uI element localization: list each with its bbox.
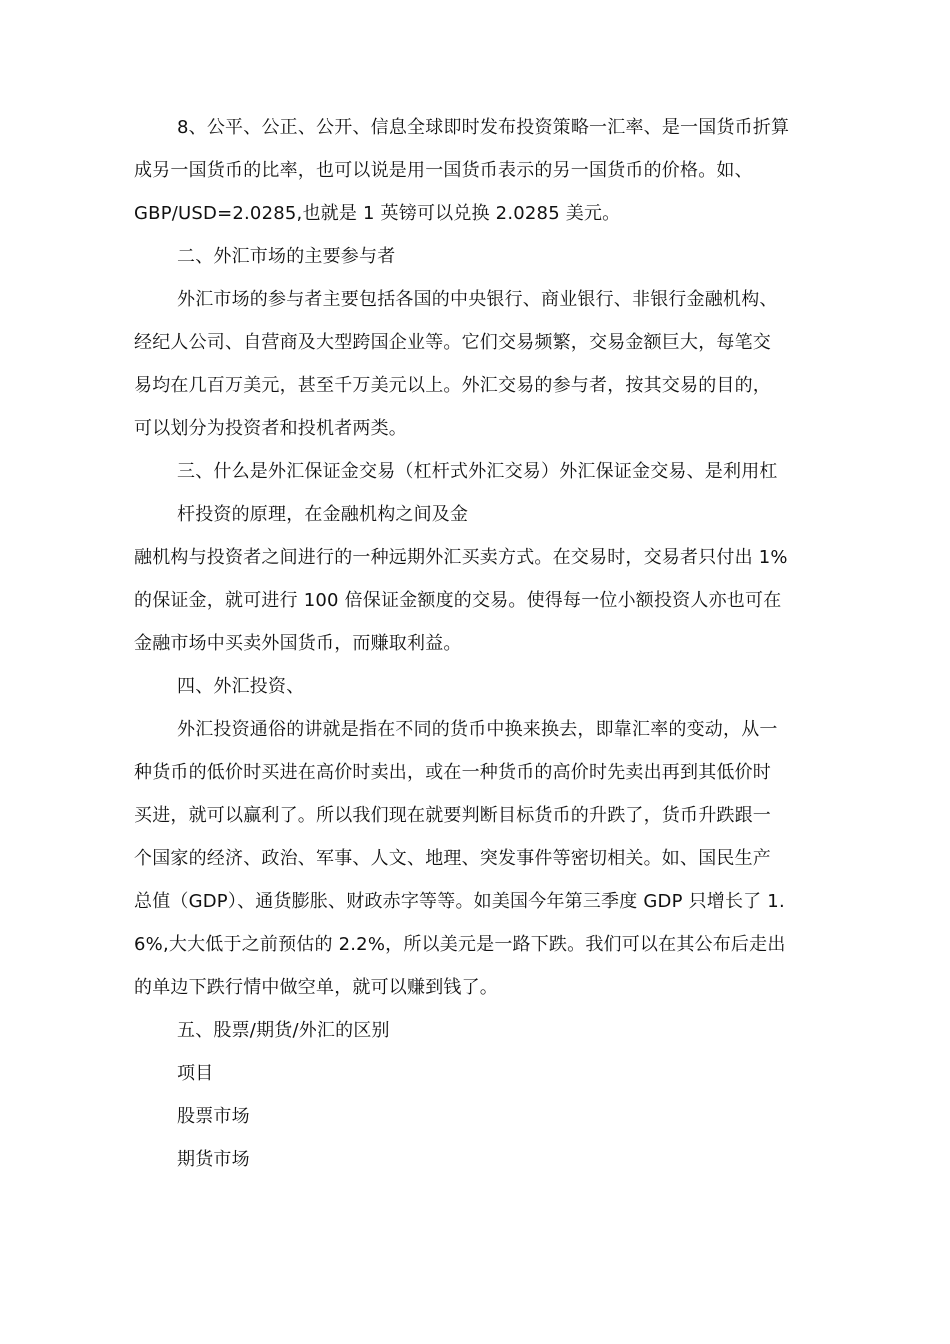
text-line-18: 个国家的经济、政治、军事、人文、地理、突发事件等密切相关。如、国民生产 bbox=[134, 848, 771, 869]
text-line-17: 买进，就可以赢利了。所以我们现在就要判断目标货币的升跌了，货币升跌跟一 bbox=[134, 805, 771, 826]
text-line-5: 外汇市场的参与者主要包括各国的中央银行、商业银行、非银行金融机构、 bbox=[177, 289, 778, 310]
text-line-8: 可以划分为投资者和投机者两类。 bbox=[134, 418, 407, 439]
text-line-12: 的保证金，就可进行 100 倍保证金额度的交易。使得每一位小额投资人亦也可在 bbox=[134, 590, 782, 611]
table-label-item: 项目 bbox=[177, 1063, 214, 1084]
text-line-13: 金融市场中买卖外国货币，而赚取利益。 bbox=[134, 633, 462, 654]
section-heading-participants: 二、外汇市场的主要参与者 bbox=[177, 246, 396, 267]
text-line-6: 经纪人公司、自营商及大型跨国企业等。它们交易频繁，交易金额巨大，每笔交 bbox=[134, 332, 771, 353]
text-line-11: 融机构与投资者之间进行的一种远期外汇买卖方式。在交易时，交易者只付出 1% bbox=[134, 547, 788, 568]
text-line-2: 成另一国货币的比率，也可以说是用一国货币表示的另一国货币的价格。如、 bbox=[134, 160, 753, 181]
text-line-21: 的单边下跌行情中做空单，就可以赚到钱了。 bbox=[134, 977, 498, 998]
text-line-10: 杆投资的原理，在金融机构之间及金 bbox=[177, 504, 469, 525]
section-heading-forex-investment: 四、外汇投资、 bbox=[177, 676, 305, 697]
section-heading-differences: 五、股票/期货/外汇的区别 bbox=[177, 1020, 390, 1041]
text-line-3: GBP/USD=2.0285,也就是 1 英镑可以兑换 2.0285 美元。 bbox=[134, 203, 621, 224]
text-line-1: 8、公平、公正、公开、信息全球即时发布投资策略一汇率、是一国货币折算 bbox=[177, 117, 790, 138]
text-line-15: 外汇投资通俗的讲就是指在不同的货币中换来换去，即靠汇率的变动，从一 bbox=[177, 719, 778, 740]
text-line-19: 总值（GDP）、通货膨胀、财政赤字等等。如美国今年第三季度 GDP 只增长了 1. bbox=[134, 891, 785, 912]
text-line-20: 6%,大大低于之前预估的 2.2%，所以美元是一路下跌。我们可以在其公布后走出 bbox=[134, 934, 786, 955]
section-heading-margin-trading: 三、什么是外汇保证金交易（杠杆式外汇交易）外汇保证金交易、是利用杠 bbox=[177, 461, 778, 482]
text-line-16: 种货币的低价时买进在高价时卖出，或在一种货币的高价时先卖出再到其低价时 bbox=[134, 762, 771, 783]
text-line-7: 易均在几百万美元，甚至千万美元以上。外汇交易的参与者，按其交易的目的， bbox=[134, 375, 771, 396]
table-label-stock-market: 股票市场 bbox=[177, 1106, 250, 1127]
table-label-futures-market: 期货市场 bbox=[177, 1149, 250, 1170]
